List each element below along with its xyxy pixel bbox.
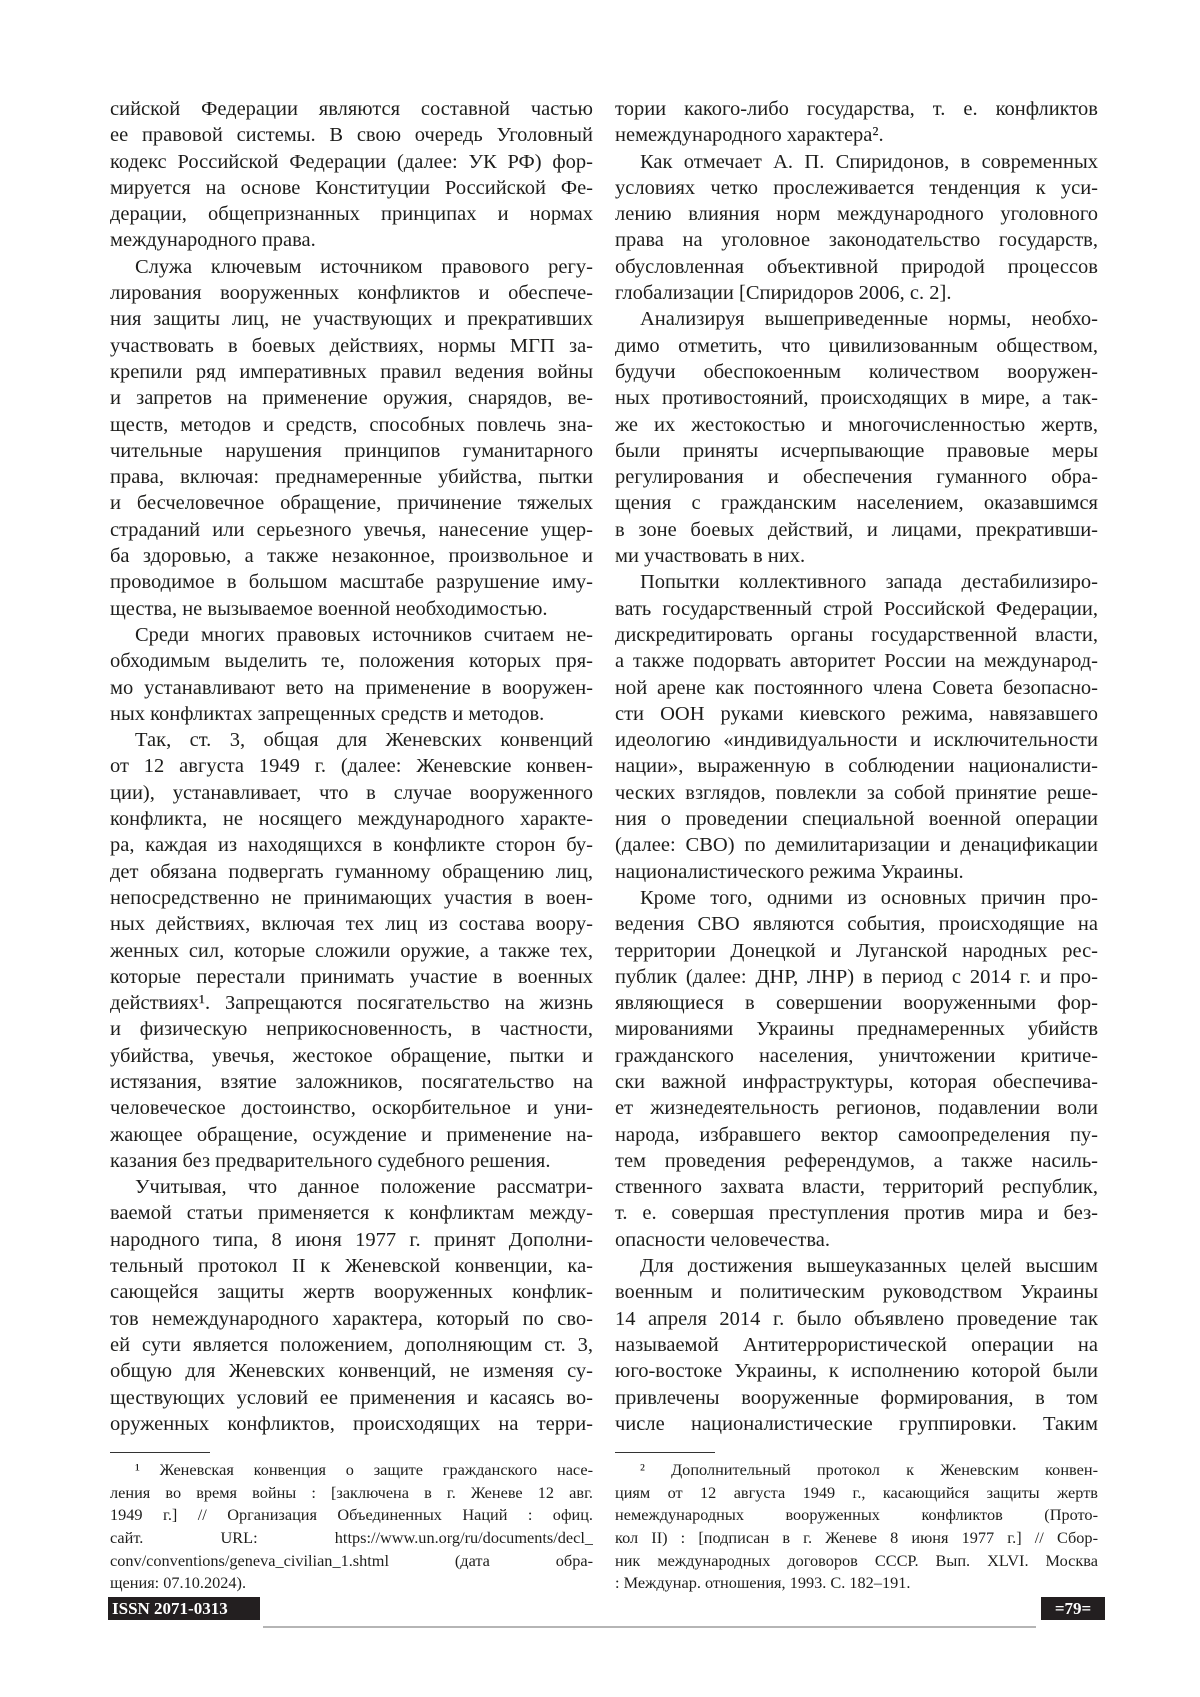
text-line: т. е. совершая преступления против мира и без- — [615, 1200, 1098, 1226]
text-line: ществ, методов и средств, способных повлечь зна- — [110, 412, 593, 438]
text-line: сти ООН руками киевского режима, навязавшего — [615, 701, 1098, 727]
text-line: Служа ключевым источником правового регу- — [110, 254, 593, 280]
text-line: ции), устанавливает, что в случае вооруженного — [110, 780, 593, 806]
text-line: будучи обеспокоенным количеством вооружен- — [615, 359, 1098, 385]
text-line: Кроме того, одними из основных причин про- — [615, 885, 1098, 911]
text-line: мо устанавливают вето на применение в вооружен- — [110, 675, 593, 701]
text-line: тельный протокол II к Женевской конвенции, ка- — [110, 1253, 593, 1279]
text-line: ных действиях, включая тех лиц из состава воору- — [110, 911, 593, 937]
text-line: и физическую неприкосновенность, в частности, — [110, 1016, 593, 1042]
text-line: народного типа, 8 июня 1977 г. принят Дополни- — [110, 1227, 593, 1253]
footnote-line: немеждународных вооруженных конфликтов (Прото- — [615, 1504, 1098, 1527]
text-line: мированиями Украины преднамеренных убийств — [615, 1016, 1098, 1042]
footnote-line: циям от 12 августа 1949 г., касающийся защиты жертв — [615, 1482, 1098, 1505]
text-line: лирования вооруженных конфликтов и обеспече- — [110, 280, 593, 306]
text-line: ния защиты лиц, не участвующих и прекративших — [110, 306, 593, 332]
footnote-divider — [110, 1452, 210, 1453]
text-line: обходимым выделить те, положения которых пря- — [110, 648, 593, 674]
text-line: ба здоровью, а также незаконное, произвольное и — [110, 543, 593, 569]
text-line: ной арене как постоянного члена Совета безопасно- — [615, 675, 1098, 701]
text-line: ных противостояний, происходящих в мире, а так- — [615, 385, 1098, 411]
text-line: являющиеся в совершении вооруженными фор- — [615, 990, 1098, 1016]
text-line: женных сил, которые сложили оружие, а также тех, — [110, 938, 593, 964]
text-line: убийства, увечья, жестокое обращение, пытки и — [110, 1043, 593, 1069]
text-line: проводимое в большом масштабе разрушение иму- — [110, 569, 593, 595]
text-line: называемой Антитеррористической операции на — [615, 1332, 1098, 1358]
text-line: общую для Женевских конвенций, не изменяя су- — [110, 1358, 593, 1384]
text-line: 14 апреля 2014 г. было объявлено проведение так — [615, 1306, 1098, 1332]
text-line: мируется на основе Конституции Российской Фе- — [110, 175, 593, 201]
text-line: ра, каждая из находящихся в конфликте сторон бу- — [110, 832, 593, 858]
text-line: регулирования и обеспечения гуманного обра- — [615, 464, 1098, 490]
text-line: права, включая: преднамеренные убийства, пытки — [110, 464, 593, 490]
text-line: были приняты исчерпывающие правовые меры — [615, 438, 1098, 464]
text-line: человеческое достоинство, оскорбительное и уни- — [110, 1095, 593, 1121]
footnote-line: ² Дополнительный протокол к Женевским конвен- — [615, 1459, 1098, 1482]
footnote-line: щения: 07.10.2024). — [110, 1572, 593, 1595]
text-line: в зоне боевых действий, и лицами, прекративши- — [615, 517, 1098, 543]
text-line: ных конфликтах запрещенных средств и методов. — [110, 701, 593, 727]
footnote-1 — [110, 1459, 593, 1595]
text-line: идеологию «индивидуальности и исключительности — [615, 727, 1098, 753]
text-line: Учитывая, что данное положение рассматри- — [110, 1174, 593, 1200]
text-line: щества, не вызываемое военной необходимостью. — [110, 596, 593, 622]
text-line: жающее обращение, осуждение и применение на- — [110, 1122, 593, 1148]
text-line: же их жестокостью и многочисленностью жертв, — [615, 412, 1098, 438]
text-line: публик (далее: ДНР, ЛНР) в период с 2014 г. и про- — [615, 964, 1098, 990]
text-line: и бесчеловечное обращение, причинение тяжелых — [110, 490, 593, 516]
right-column — [615, 96, 1098, 1437]
text-line: привлечены вооруженные формирования, в том — [615, 1385, 1098, 1411]
footnote-line: 1949 г.] // Организация Объединенных Наций : офиц. — [110, 1504, 593, 1527]
text-line: истязания, взятие заложников, посягательство на — [110, 1069, 593, 1095]
text-line: конфликта, не носящего международного характе- — [110, 806, 593, 832]
text-line: дерации, общепризнанных принципах и нормах — [110, 201, 593, 227]
text-line: ски важной инфраструктуры, которая обеспечива- — [615, 1069, 1098, 1095]
footnote-line: сайт. URL: https://www.un.org/ru/documents/decl_ — [110, 1527, 593, 1550]
text-line: Как отмечает А. П. Спиридонов, в современных — [615, 149, 1098, 175]
text-line: сающейся защиты жертв вооруженных конфлик- — [110, 1279, 593, 1305]
text-line: кодекс Российской Федерации (далее: УК РФ) фор- — [110, 149, 593, 175]
text-line: числе националистические группировки. Таким — [615, 1411, 1098, 1437]
text-line: обусловленная объективной природой процессов — [615, 254, 1098, 280]
text-line: тории какого-либо государства, т. е. конфликтов — [615, 96, 1098, 122]
text-line: Попытки коллективного запада дестабилизиро- — [615, 569, 1098, 595]
footnote-line: ления во время войны : [заключена в г. Женеве 12 авг. — [110, 1482, 593, 1505]
text-line: чительные нарушения принципов гуманитарного — [110, 438, 593, 464]
text-line: тов немеждународного характера, который по сво- — [110, 1306, 593, 1332]
text-line: военным и политическим руководством Украины — [615, 1279, 1098, 1305]
footnote-line: conv/conventions/geneva_civilian_1.shtml (дата обра- — [110, 1550, 593, 1573]
text-line: непосредственно не принимающих участия в воен- — [110, 885, 593, 911]
text-line: тем проведения референдумов, а также насиль- — [615, 1148, 1098, 1174]
text-line: от 12 августа 1949 г. (далее: Женевские конвен- — [110, 753, 593, 779]
issn-label: ISSN 2071-0313 — [108, 1597, 260, 1620]
text-line: сийской Федерации являются составной частью — [110, 96, 593, 122]
footnote-divider — [615, 1452, 715, 1453]
text-line: димо отметить, что цивилизованным обществом, — [615, 333, 1098, 359]
text-line: крепили ряд императивных правил ведения войны — [110, 359, 593, 385]
text-line: вать государственный строй Российской Федерации, — [615, 596, 1098, 622]
text-line: права на уголовное законодательство государств, — [615, 227, 1098, 253]
text-line: условиях четко прослеживается тенденция к уси- — [615, 175, 1098, 201]
page-number: =79= — [1041, 1597, 1105, 1620]
text-line: и запретов на применение оружия, снарядов, ве- — [110, 385, 593, 411]
text-line: нации», выраженную в соблюдении националисти- — [615, 753, 1098, 779]
text-line: лению влияния норм международного уголовного — [615, 201, 1098, 227]
footnote-line: ¹ Женевская конвенция о защите гражданского насе- — [110, 1459, 593, 1482]
text-line: националистического режима Украины. — [615, 859, 1098, 885]
text-line: казания без предварительного судебного решения. — [110, 1148, 593, 1174]
text-line: которые перестали принимать участие в военных — [110, 964, 593, 990]
text-line: глобализации [Спиридоров 2006, с. 2]. — [615, 280, 1098, 306]
text-line: щения с гражданским населением, оказавшимся — [615, 490, 1098, 516]
text-line: а также подорвать авторитет России на международ- — [615, 648, 1098, 674]
text-line: дискредитировать органы государственной власти, — [615, 622, 1098, 648]
text-line: (далее: СВО) по демилитаризации и денацификации — [615, 832, 1098, 858]
text-line: народа, избравшего вектор самоопределения пу- — [615, 1122, 1098, 1148]
text-line: Среди многих правовых источников считаем не- — [110, 622, 593, 648]
text-line: дет обязана подвергать гуманному обращению лиц, — [110, 859, 593, 885]
footnote-line: ник международных договоров СССР. Вып. XLVI. Москва — [615, 1550, 1098, 1573]
text-line: ее правовой системы. В свою очередь Уголовный — [110, 122, 593, 148]
text-line: действиях¹. Запрещаются посягательство на жизнь — [110, 990, 593, 1016]
footnote-line: кол II) : [подписан в г. Женеве 8 июня 1977 г.] // Сбор- — [615, 1527, 1098, 1550]
text-line: территории Донецкой и Луганской народных рес- — [615, 938, 1098, 964]
text-line: участвовать в боевых действиях, нормы МГП за- — [110, 333, 593, 359]
footnote-2 — [615, 1459, 1098, 1595]
text-line: страданий или серьезного увечья, нанесение ущер- — [110, 517, 593, 543]
text-line: Анализируя вышеприведенные нормы, необхо- — [615, 306, 1098, 332]
text-line: юго-востоке Украины, к исполнению которой были — [615, 1358, 1098, 1384]
text-line: оруженных конфликтов, происходящих на терри- — [110, 1411, 593, 1437]
text-line: немеждународного характера². — [615, 122, 1098, 148]
text-line: ческих взглядов, повлекли за собой принятие реше- — [615, 780, 1098, 806]
text-line: опасности человечества. — [615, 1227, 1098, 1253]
text-line: ществующих условий ее применения и касаясь во- — [110, 1385, 593, 1411]
text-line: ми участвовать в них. — [615, 543, 1098, 569]
text-line: гражданского населения, уничтожении критиче- — [615, 1043, 1098, 1069]
text-line: международного права. — [110, 227, 593, 253]
text-line: ей сути является положением, дополняющим ст. 3, — [110, 1332, 593, 1358]
footer-divider — [263, 1626, 1036, 1628]
text-line: ет жизнедеятельность регионов, подавлении воли — [615, 1095, 1098, 1121]
footnote-line: : Междунар. отношения, 1993. С. 182–191. — [615, 1572, 1098, 1595]
text-line: Так, ст. 3, общая для Женевских конвенций — [110, 727, 593, 753]
text-line: ственного захвата власти, территорий республик, — [615, 1174, 1098, 1200]
text-line: Для достижения вышеуказанных целей высшим — [615, 1253, 1098, 1279]
text-line: ведения СВО являются события, происходящие на — [615, 911, 1098, 937]
left-column — [110, 96, 593, 1437]
text-line: ния о проведении специальной военной операции — [615, 806, 1098, 832]
text-line: ваемой статьи применяется к конфликтам между- — [110, 1200, 593, 1226]
